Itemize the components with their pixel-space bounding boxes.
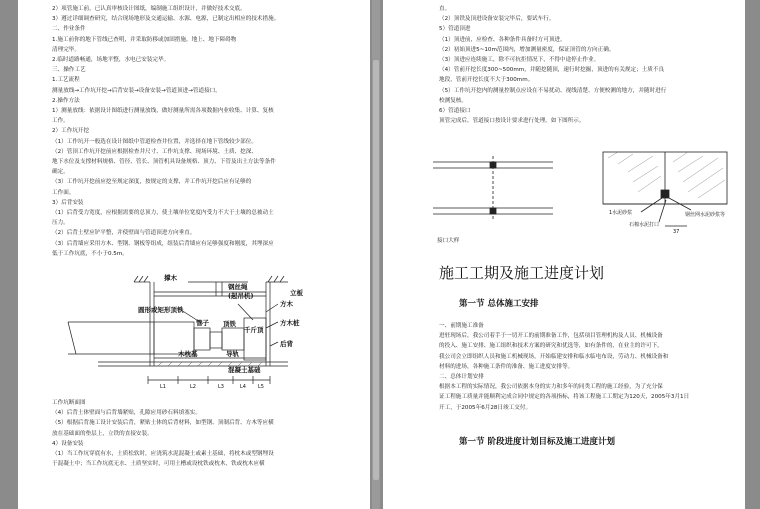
working-pit-diagram [38,262,338,392]
label-jack2: 千斤顶 [244,326,264,334]
text-line: 1）测量放线：依据设计图纸进行测量放线，做好测量所需各项数据内业收集、计算、复核 [52,108,274,114]
label-log: 木枕基 [178,350,198,358]
label-side: 方木桩 [280,319,300,327]
left-page [18,0,370,509]
text-line: （1）当工作坑穿底有水，土质松软时，应浇筑水泥混凝土或素土基础，将枕木或型钢埋设 [52,451,274,457]
pipe-joint-diagram [433,148,733,234]
text-line: 清理完毕。 [52,46,80,53]
text-line: 开工，于2005年6月28日竣工交付。 [439,404,532,411]
label-frame: 钢丝绳 [228,283,248,291]
text-line: 1.工艺流程 [52,77,80,84]
scrollbar-thumb[interactable] [373,60,379,480]
label-rail: 导轨 [226,350,239,358]
text-line: 放在基础面的垫层上，立铁的直接安装。 [52,430,153,437]
text-line: 2）项管施工前，已认真审核设计图纸，编制施工组织设计，并做好技术交底。 [52,6,246,12]
joint-label-asbestos: 石棉水泥打口 [629,222,660,228]
text-line: 4）设备安装 [52,440,84,447]
label-plank: 方木 [280,300,293,308]
text-line: 地下水位及支撑材料规格、管径、管长、顶管机具设备规格、顶力、下管及出土方法等条件 [52,159,276,165]
text-line: 工作。 [52,118,69,125]
text-line: 的投入、施工安排、施工组织和技术方案的研究和优选等，如有条件的，在业主的许可下， [439,343,663,350]
text-line: 压力。 [52,220,69,227]
text-line: （1）后背受力宽度，应根据需要的总顶力，使土壤单位宽度内受力不大于土壤的总被动土 [52,210,274,216]
text-line: 于混凝土中；当工作坑底无水、土质坚实时，可用土槽或设枕铁或枕木，铁或枕木应横 [52,461,265,468]
text-line: 顶管完成后，管道接口按设计要求进行处理。如下图所示。 [439,118,585,125]
text-line: 2.操作方法 [52,97,80,104]
text-line: （2）顶铁及顶进设备安装完毕后，要试车行。 [439,16,555,23]
text-line: 低于工作坑底，不小于0.5m。 [52,250,128,257]
section-1-title: 第一节 总体施工安排 [459,299,539,309]
dim-l2: L2 [190,384,196,390]
text-line: 根据本工程的实际情况，我公司依据本身的实力和多年的同类工程的施工经验，为了充分保 [439,384,663,391]
text-line: 2）工作坑开挖 [52,128,90,135]
dim-l1: L1 [160,384,166,390]
joint-label-dim: 37 [673,229,680,234]
dim-l4: L4 [240,384,246,390]
text-line: （5）工作坑开挖内的测量控制点应设在不易扰动、视线清楚、方便校测的地方，并随时进行 [439,87,667,94]
joint-figure-caption: 接口大样 [437,238,460,244]
page-gap-scrollbar[interactable] [372,0,380,509]
text-line: （1）顶进前，应检查、各种条件具备时方可顶进。 [439,36,566,43]
label-vertical-post: 立板 [290,289,303,297]
text-line: 一、前期施工准备 [439,323,484,329]
text-line: （4）后背土体壁面与后背墙紧贴，孔隙应用砂石料填塞实。 [52,410,201,417]
text-line: 证工程施工质量并能顺利完成合同中规定的各项指标，将该工程施工工期定为120天，2005年3月1日 [439,394,690,401]
text-line: （3）后背墙应采用方木、型钢、钢板等组成，组装后背墙应有足够强度和刚度，其埋深应 [52,240,274,247]
joint-label-mortar: 1水泥砂浆 [609,210,633,216]
text-line: 测量放线→工作坑开挖→后背安装→设备安装→管道顶进→管道接口。 [52,87,221,94]
text-line: 确定。 [52,169,69,176]
text-line: （1）工作坑开一般选在设计图纸中管道检查井位置，并选择在地下管线较少部位。 [52,138,257,145]
right-page [383,0,745,509]
text-line: 我公司会立即组织人员和施工机械现场，开始临建安排和临水临电布设，劳动力、机械设备和 [439,353,669,360]
text-line: （5）根据后背施工设计安装后背，紧贴土体的后背材料，如型钢、顶制后背、方木等应横 [52,420,274,427]
text-line: 三、操作工艺 [52,67,86,74]
dim-l5: L5 [258,384,264,390]
dim-l3: L3 [218,384,224,390]
label-frame-2: (起吊机) [228,292,254,300]
label-pipe: 管子 [196,319,209,327]
text-line: 校测复核。 [439,97,467,104]
text-line: （2）初始顶进5~10m范围内，增加测量密度，保证顶管的方向正确。 [439,46,615,53]
text-line: （3）顶进应连续施工，除不可抗拒情况下，不得中途停止作业。 [439,57,600,63]
label-back: 后背 [280,340,293,348]
text-line: （2）管顶工作坑开挖前应根据检查井尺寸、工作坑支撑、现场环境、土质、挖深、 [52,148,257,155]
text-line: 进驻现场后，我公司着手于一切开工的前期准备工作，包括项目管理机构及人员、机械设备 [439,333,663,340]
text-line: 二、作业条件 [52,26,86,33]
text-line: 材料的进场，各种施工条件的准备、施工进度安排等。 [439,363,574,370]
label-shaft-wall: 圆形或矩形顶铁 [138,306,184,314]
label-jack: 顶铁 [223,320,236,328]
text-line: 3）后背安装 [52,199,84,206]
label-concrete: 混凝土基础 [228,366,261,374]
text-line: 直。 [439,6,451,12]
chapter-title: 施工工期及施工进度计划 [439,264,605,282]
text-line: （2）后背土壁应铲平整，并使壁面与管道顶进方向垂直。 [52,230,196,237]
text-line: 2.临时道路畅通，场地平整，水电已安装完毕。 [52,57,170,63]
text-line: （4）管前开挖长度300~500mm，并随挖随顶，速行时挖掘，顶进的有关规定；土质不良 [439,67,665,74]
text-line: 1.施工前你的地下管线已查明，并采取防移或加固措施，地上、地下障碍物 [52,36,237,43]
section-2-title: 第一节 阶段进度计划目标及施工进度计划 [459,437,615,447]
text-line: 工作坑断面图 [52,400,86,406]
label-top-beam: 撑木 [164,274,177,282]
joint-label-mesh: 钢丝网水泥砂浆等 [685,212,726,218]
text-line: 3）遵过详细调查研究，结合现场地形及交通运输、水源、电源，已制定出相应的技术措施。 [52,16,280,23]
text-line: 工作面。 [52,189,75,196]
text-line: 5）管道顶进 [439,26,471,33]
text-line: 地段，管前开挖长度不大于300mm。 [439,77,534,84]
text-line: （3）工作坑开挖前应挖至规定深度，按规定的支撑，并工作坑开挖后应有足够的 [52,179,252,186]
text-line: 6）管道接口 [439,108,471,114]
text-line: 二、总体计划安排 [439,374,484,380]
